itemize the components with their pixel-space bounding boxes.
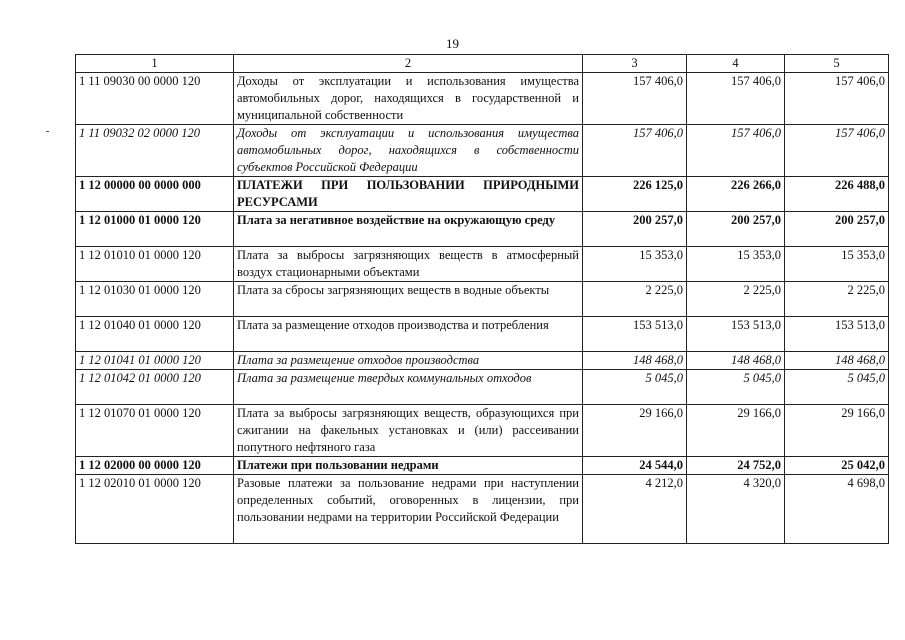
row-value-col4: 24 752,0 xyxy=(687,457,785,475)
row-value-col5: 2 225,0 xyxy=(785,282,889,317)
row-value-col3: 157 406,0 xyxy=(583,73,687,125)
row-value-col5: 5 045,0 xyxy=(785,370,889,405)
table-row xyxy=(76,352,889,370)
table-row xyxy=(76,125,889,177)
table-row xyxy=(76,73,889,125)
row-name: Плата за негативное воздействие на окружающую среду xyxy=(234,212,583,247)
row-value-col4: 200 257,0 xyxy=(687,212,785,247)
row-value-col4: 5 045,0 xyxy=(687,370,785,405)
row-name: Платежи при пользовании недрами xyxy=(234,457,583,475)
row-name: Доходы от эксплуатации и использования имущества автомобильных дорог, находящихся в собственности субъектов Российской Федерации xyxy=(234,125,583,177)
row-name: Разовые платежи за пользование недрами при наступлении определенных событий, оговоренных в лицензии, при пользовании недрами на территории Российской Федерации xyxy=(234,475,583,544)
row-value-col5: 15 353,0 xyxy=(785,247,889,282)
row-code: 1 12 02010 01 0000 120 xyxy=(76,475,234,544)
header-cell: 5 xyxy=(785,55,889,73)
row-value-col5: 4 698,0 xyxy=(785,475,889,544)
row-value-col4: 4 320,0 xyxy=(687,475,785,544)
header-cell: 2 xyxy=(234,55,583,73)
row-name: Плата за размещение отходов производства xyxy=(234,352,583,370)
row-name: Доходы от эксплуатации и использования имущества автомобильных дорог, находящихся в государственной и муниципальной собственности xyxy=(234,73,583,125)
header-cell: 1 xyxy=(76,55,234,73)
row-value-col5: 148 468,0 xyxy=(785,352,889,370)
row-value-col4: 157 406,0 xyxy=(687,125,785,177)
row-code: 1 12 01040 01 0000 120 xyxy=(76,317,234,352)
table-row xyxy=(76,405,889,457)
table-row xyxy=(76,475,889,544)
row-value-col4: 15 353,0 xyxy=(687,247,785,282)
row-name: Плата за размещение твердых коммунальных отходов xyxy=(234,370,583,405)
row-code: 1 11 09030 00 0000 120 xyxy=(76,73,234,125)
row-value-col3: 24 544,0 xyxy=(583,457,687,475)
table-row xyxy=(76,370,889,405)
row-name: Плата за сбросы загрязняющих веществ в водные объекты xyxy=(234,282,583,317)
row-code: 1 12 01000 01 0000 120 xyxy=(76,212,234,247)
row-code: 1 12 01070 01 0000 120 xyxy=(76,405,234,457)
row-code: 1 12 01030 01 0000 120 xyxy=(76,282,234,317)
row-value-col3: 157 406,0 xyxy=(583,125,687,177)
header-cell: 4 xyxy=(687,55,785,73)
row-name: Плата за выбросы загрязняющих веществ в атмосферный воздух стационарными объектами xyxy=(234,247,583,282)
row-value-col3: 5 045,0 xyxy=(583,370,687,405)
row-value-col4: 29 166,0 xyxy=(687,405,785,457)
row-value-col3: 153 513,0 xyxy=(583,317,687,352)
table-row xyxy=(76,212,889,247)
table-header-row xyxy=(76,55,889,73)
row-value-col5: 200 257,0 xyxy=(785,212,889,247)
header-cell: 3 xyxy=(583,55,687,73)
table-row xyxy=(76,282,889,317)
row-value-col4: 2 225,0 xyxy=(687,282,785,317)
row-value-col3: 226 125,0 xyxy=(583,177,687,212)
table-row xyxy=(76,177,889,212)
row-value-col3: 200 257,0 xyxy=(583,212,687,247)
page-number: 19 xyxy=(446,36,459,51)
row-code: 1 11 09032 02 0000 120 xyxy=(76,125,234,177)
row-value-col4: 148 468,0 xyxy=(687,352,785,370)
table-row xyxy=(76,457,889,475)
row-code: 1 12 00000 00 0000 000 xyxy=(76,177,234,212)
row-value-col3: 29 166,0 xyxy=(583,405,687,457)
table-row xyxy=(76,247,889,282)
row-value-col4: 157 406,0 xyxy=(687,73,785,125)
row-code: 1 12 02000 00 0000 120 xyxy=(76,457,234,475)
margin-mark xyxy=(46,131,49,132)
row-code: 1 12 01041 01 0000 120 xyxy=(76,352,234,370)
row-value-col3: 4 212,0 xyxy=(583,475,687,544)
budget-revenue-table xyxy=(75,54,889,544)
row-value-col5: 153 513,0 xyxy=(785,317,889,352)
row-value-col5: 25 042,0 xyxy=(785,457,889,475)
row-value-col3: 2 225,0 xyxy=(583,282,687,317)
table-row xyxy=(76,317,889,352)
row-value-col4: 226 266,0 xyxy=(687,177,785,212)
row-value-col4: 153 513,0 xyxy=(687,317,785,352)
row-value-col5: 157 406,0 xyxy=(785,73,889,125)
row-value-col5: 29 166,0 xyxy=(785,405,889,457)
row-value-col3: 148 468,0 xyxy=(583,352,687,370)
row-code: 1 12 01042 01 0000 120 xyxy=(76,370,234,405)
row-code: 1 12 01010 01 0000 120 xyxy=(76,247,234,282)
row-value-col3: 15 353,0 xyxy=(583,247,687,282)
row-value-col5: 157 406,0 xyxy=(785,125,889,177)
row-name: Плата за выбросы загрязняющих веществ, образующихся при сжигании на факельных установках и (или) рассеивании попутного нефтяного газа xyxy=(234,405,583,457)
row-name: Плата за размещение отходов производства и потребления xyxy=(234,317,583,352)
row-name: ПЛАТЕЖИ ПРИ ПОЛЬЗОВАНИИ ПРИРОДНЫМИ РЕСУРСАМИ xyxy=(234,177,583,212)
row-value-col5: 226 488,0 xyxy=(785,177,889,212)
